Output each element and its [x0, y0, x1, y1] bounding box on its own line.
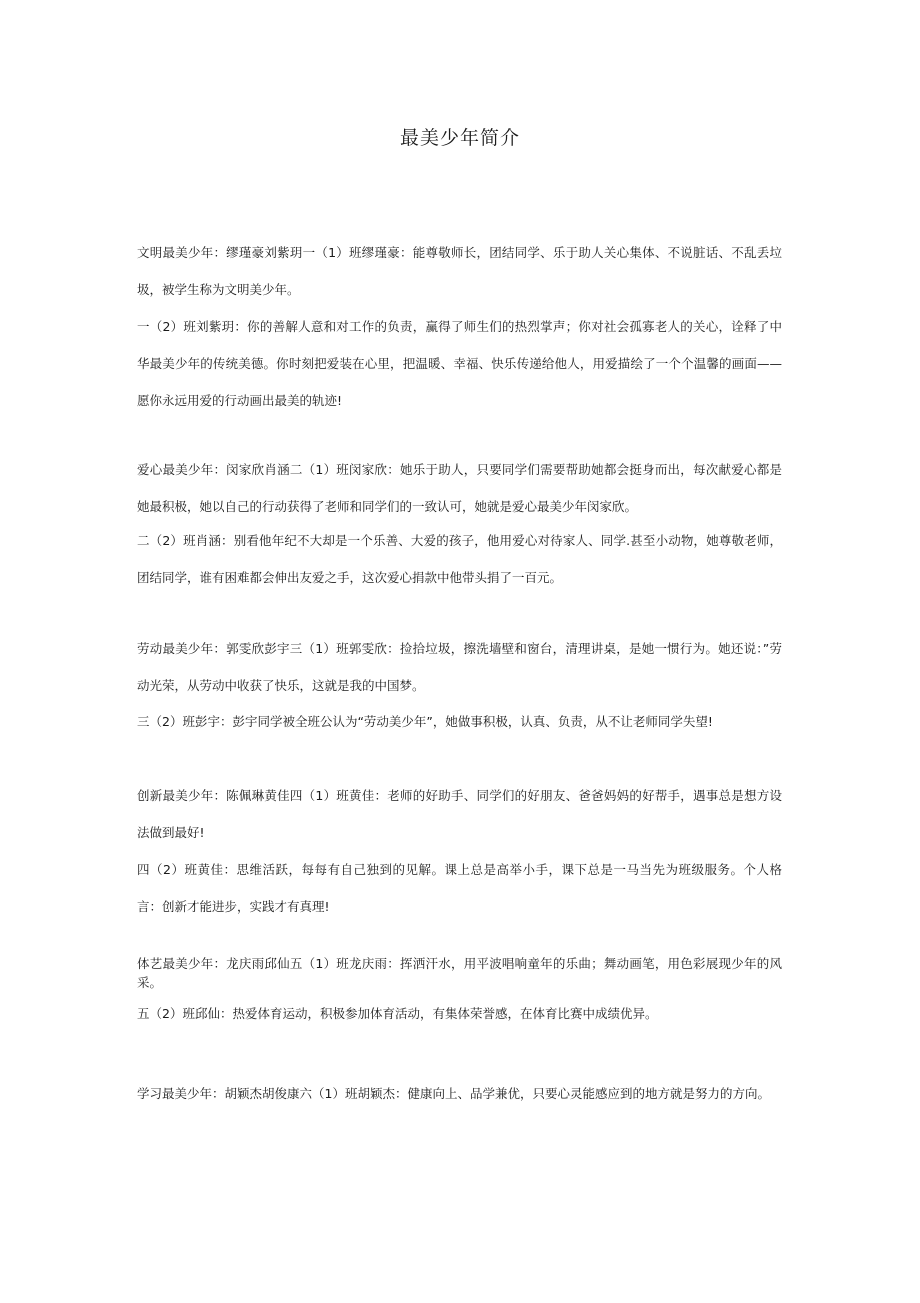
paragraph-kindness-2: 二（2）班肖涵：别看他年纪不大却是一个乐善、大爱的孩子，他用爱心对待家人、同学.甚至小动物，她尊敬老师，团结同学，谁有困难都会伸出友爱之手，这次爱心捐款中他带头捐了一百元。	[137, 533, 782, 585]
paragraph-arts-2: 五（2）班邱仙：热爱体育运动，积极参加体育活动，有集体荣誉感，在体育比赛中成绩优异。	[137, 1006, 658, 1021]
paragraph-labor-2: 三（2）班彭宇：彭宇同学被全班公认为“劳动美少年”，她做事积极，认真、负责，从不让老师同学失望!	[137, 714, 713, 729]
paragraph-civility-1: 文明最美少年：缪瑾豪刘紫玥一（1）班缪瑾豪：能尊敬师长，团结同学、乐于助人关心集体、不说脏话、不乱丢垃圾，被学生称为文明美少年。	[137, 245, 782, 297]
paragraph-innovation-1: 创新最美少年：陈佩琳黄佳四（1）班黄佳：老师的好助手、同学们的好朋友、爸爸妈妈的好帮手，遇事总是想方设法做到最好!	[137, 788, 782, 840]
paragraph-kindness-1: 爱心最美少年：闵家欣肖涵二（1）班闵家欣：她乐于助人，只要同学们需要帮助她都会挺身而出，每次献爱心都是她最积极，她以自己的行动获得了老师和同学们的一致认可，她就是爱心最美少年闵家欣。	[137, 462, 782, 514]
paragraph-labor-1: 劳动最美少年：郭雯欣彭宇三（1）班郭雯欣：捡拾垃圾，擦洗墙壁和窗台，清理讲桌，是她一惯行为。她还说：”劳动光荣，从劳动中收获了快乐，这就是我的中国梦。	[137, 641, 782, 693]
paragraph-innovation-2: 四（2）班黄佳：思维活跃，每每有自己独到的见解。课上总是高举小手，课下总是一马当先为班级服务。个人格言：创新才能进步，实践才有真理!	[137, 862, 782, 914]
page-title: 最美少年简介	[399, 127, 520, 149]
paragraph-arts-1: 体艺最美少年：龙庆雨邱仙五（1）班龙庆雨：挥洒汗水，用平波唱响童年的乐曲；舞动画笔，用色彩展现少年的风采。	[137, 956, 782, 990]
paragraph-study-1: 学习最美少年：胡颖杰胡俊康六（1）班胡颖杰：健康向上、品学兼优，只要心灵能感应到的地方就是努力的方向。	[137, 1086, 770, 1101]
paragraph-civility-2: 一（2）班刘紫玥：你的善解人意和对工作的负责，赢得了师生们的热烈掌声；你对社会孤寡老人的关心，诠释了中华最美少年的传统美德。你时刻把爱装在心里，把温暖、幸福、快乐传递给他人，用爱描绘了一个个温馨的画面——愿你永远用爱的行动画出最美的轨迹!	[137, 319, 782, 408]
